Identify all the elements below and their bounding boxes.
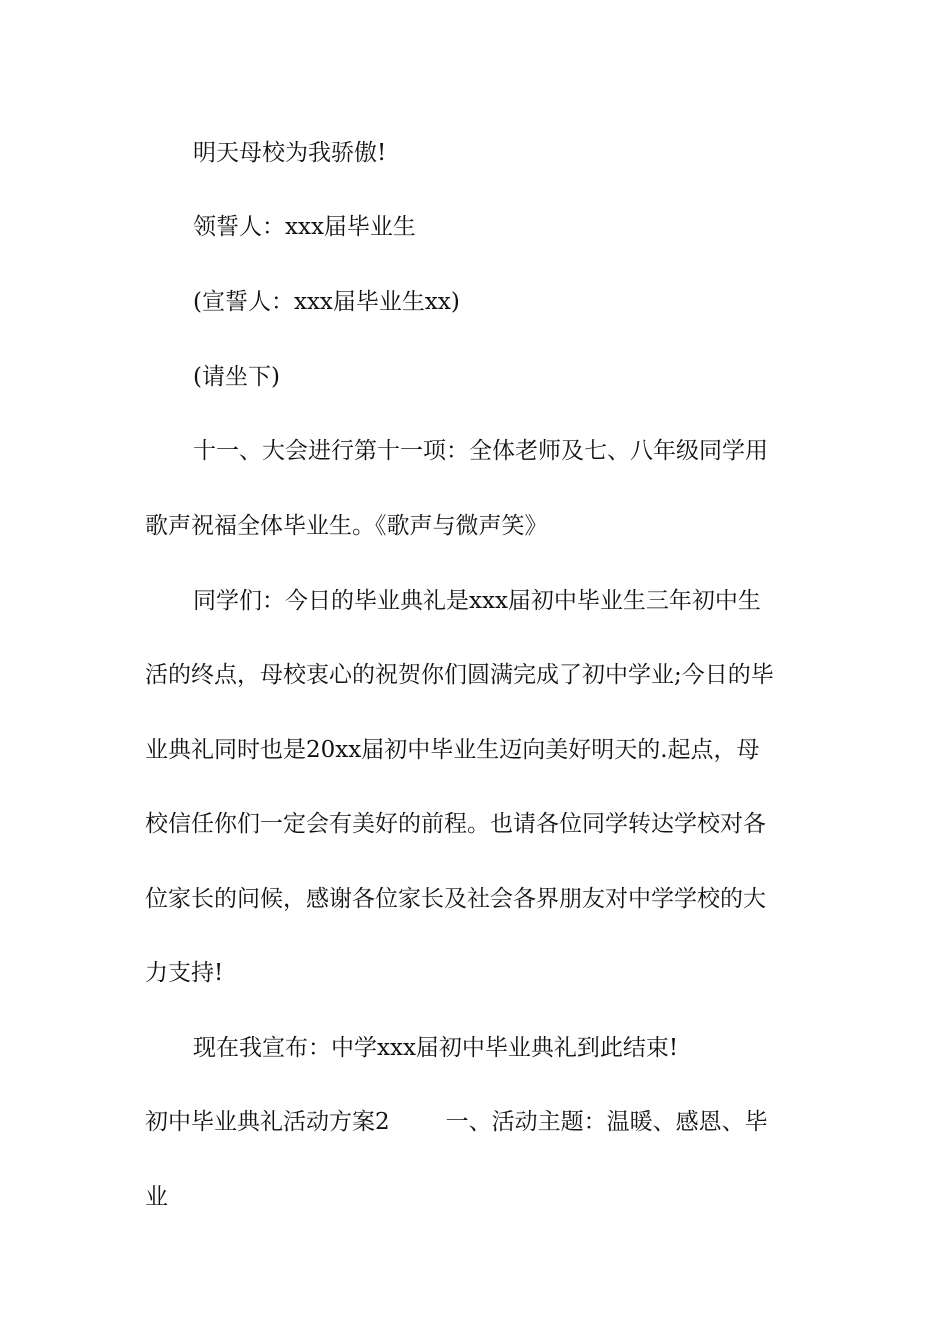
paragraph-line: (宣誓人：xxx届毕业生xx) xyxy=(193,289,460,315)
section-heading-line xyxy=(145,1107,825,1137)
paragraph-line: 校信任你们一定会有美好的前程。也请各位同学转达学校对各 xyxy=(145,811,766,837)
paragraph-line: 业典礼同时也是20xx届初中毕业生迈向美好明天的.起点，母 xyxy=(145,737,760,763)
paragraph-line: 同学们：今日的毕业典礼是xxx届初中毕业生三年初中生 xyxy=(193,588,761,614)
paragraph-line: 位家长的问候，感谢各位家长及社会各界朋友对中学学校的大 xyxy=(145,886,766,912)
section-theme: 一、活动主题：温暖、感恩、毕 xyxy=(445,1109,768,1135)
paragraph-line: 业 xyxy=(145,1184,168,1210)
paragraph-line: (请坐下) xyxy=(193,364,280,390)
section-title: 初中毕业典礼活动方案2 xyxy=(145,1109,390,1135)
paragraph-line: 歌声祝福全体毕业生。《歌声与微声笑》 xyxy=(145,513,548,539)
paragraph-line: 力支持! xyxy=(145,960,224,986)
paragraph-line: 十一、大会进行第十一项：全体老师及七、八年级同学用 xyxy=(193,438,768,464)
paragraph-line: 领誓人：xxx届毕业生 xyxy=(193,214,416,240)
paragraph-line: 现在我宣布：中学xxx届初中毕业典礼到此结束! xyxy=(193,1035,679,1061)
paragraph-line: 明天母校为我骄傲! xyxy=(193,140,387,166)
paragraph-line: 活的终点，母校衷心的祝贺你们圆满完成了初中学业;今日的毕 xyxy=(145,662,774,688)
